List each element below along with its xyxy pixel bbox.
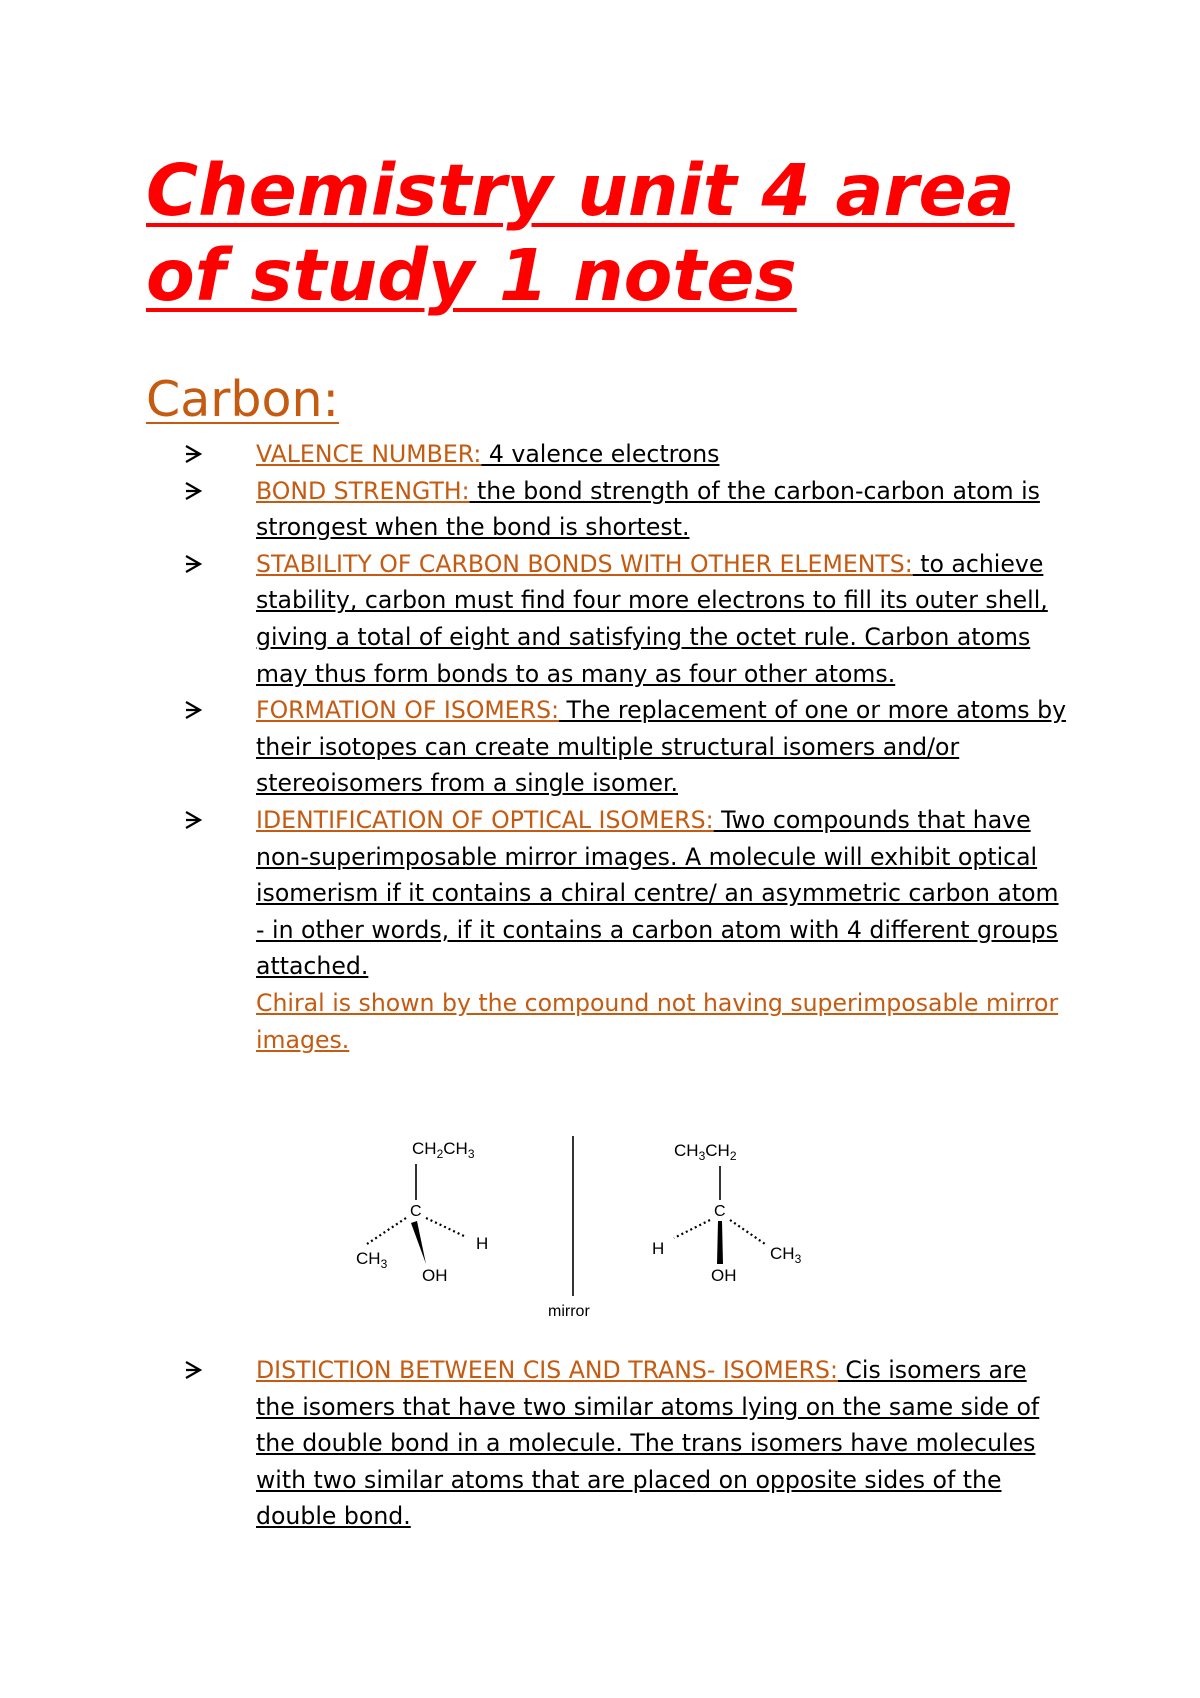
item-text: Cis isomers are the isomers that have two similar atoms lying on the same side of the double bond in a molecule. The trans isomers have molecules with two similar atoms that are placed on opposite sides of the double bond. xyxy=(256,1356,1040,1531)
left-h-group: H xyxy=(476,1234,489,1253)
optical-isomers-diagram xyxy=(340,1124,820,1324)
left-center-carbon: C xyxy=(410,1203,422,1220)
arrow-bullet-icon xyxy=(183,444,203,464)
right-center-carbon: C xyxy=(714,1203,726,1220)
right-dashed-bond xyxy=(730,1220,765,1244)
chiral-note: Chiral is shown by the compound not having superimposable mirror images. xyxy=(256,988,1059,1054)
item-label: IDENTIFICATION OF OPTICAL ISOMERS: xyxy=(256,805,714,834)
right-wedge-bond xyxy=(717,1221,723,1264)
list-item xyxy=(0,436,1068,473)
left-wedge-bond xyxy=(411,1221,426,1264)
left-ch3-group: $CH_3$ xyxy=(356,1249,388,1271)
item-label: DISTICTION BETWEEN CIS AND TRANS- ISOMERS: xyxy=(256,1356,838,1384)
left-dashed-bond-h xyxy=(426,1218,464,1236)
arrow-bullet-icon xyxy=(183,810,203,830)
list-item xyxy=(0,546,1068,692)
list-item xyxy=(0,692,1068,802)
right-dashed-bond-h xyxy=(674,1220,710,1238)
document-title: Chemistry unit 4 area of study 1 notes xyxy=(146,149,1015,317)
item-text: to achieve stability, carbon must find four more electrons to fill its outer shell, giving a total of eight and satisfying the octet rule. Carbon atoms may thus form bonds to as many as four other atoms. xyxy=(256,549,1048,688)
item-label: FORMATION OF ISOMERS: xyxy=(256,696,560,725)
item-text: the bond strength of the carbon-carbon atom is strongest when the bond is shortest. xyxy=(256,476,1040,542)
arrow-bullet-icon xyxy=(183,554,203,574)
right-oh-group: OH xyxy=(711,1266,737,1285)
item-label: VALENCE NUMBER: xyxy=(256,440,482,468)
mirror-label: mirror xyxy=(548,1303,590,1320)
section-heading-carbon: Carbon: xyxy=(146,371,340,428)
arrow-bullet-icon xyxy=(183,1360,203,1380)
list-item xyxy=(0,1352,1068,1535)
list-item xyxy=(0,802,1068,1058)
list-item xyxy=(0,473,1068,546)
right-top-group: $CH_3CH_2$ xyxy=(674,1141,737,1163)
item-text: The replacement of one or more atoms by their isotopes can create multiple structural isomers and/or stereoisomers from a single isomer. xyxy=(256,696,1067,798)
right-h-group: H xyxy=(652,1239,665,1258)
left-dashed-bond xyxy=(367,1218,406,1244)
arrow-bullet-icon xyxy=(183,700,203,720)
notes-list-continued xyxy=(0,1352,1200,1535)
notes-list xyxy=(0,436,1200,1058)
left-top-group: $CH_2CH_3$ xyxy=(412,1139,475,1161)
item-label: STABILITY OF CARBON BONDS WITH OTHER ELEMENTS: xyxy=(256,549,913,578)
item-text: 4 valence electrons xyxy=(481,440,720,468)
right-ch3-group: $CH_3$ xyxy=(770,1244,802,1266)
arrow-bullet-icon xyxy=(183,481,203,501)
item-text: Two compounds that have non-superimposable mirror images. A molecule will exhibit optical isomerism if it contains a chiral centre/ an asymmetric carbon atom - in other words, if it contains a carbon atom with 4 different groups attached. xyxy=(256,805,1059,981)
left-oh-group: OH xyxy=(422,1266,448,1285)
item-label: BOND STRENGTH: xyxy=(256,476,470,505)
